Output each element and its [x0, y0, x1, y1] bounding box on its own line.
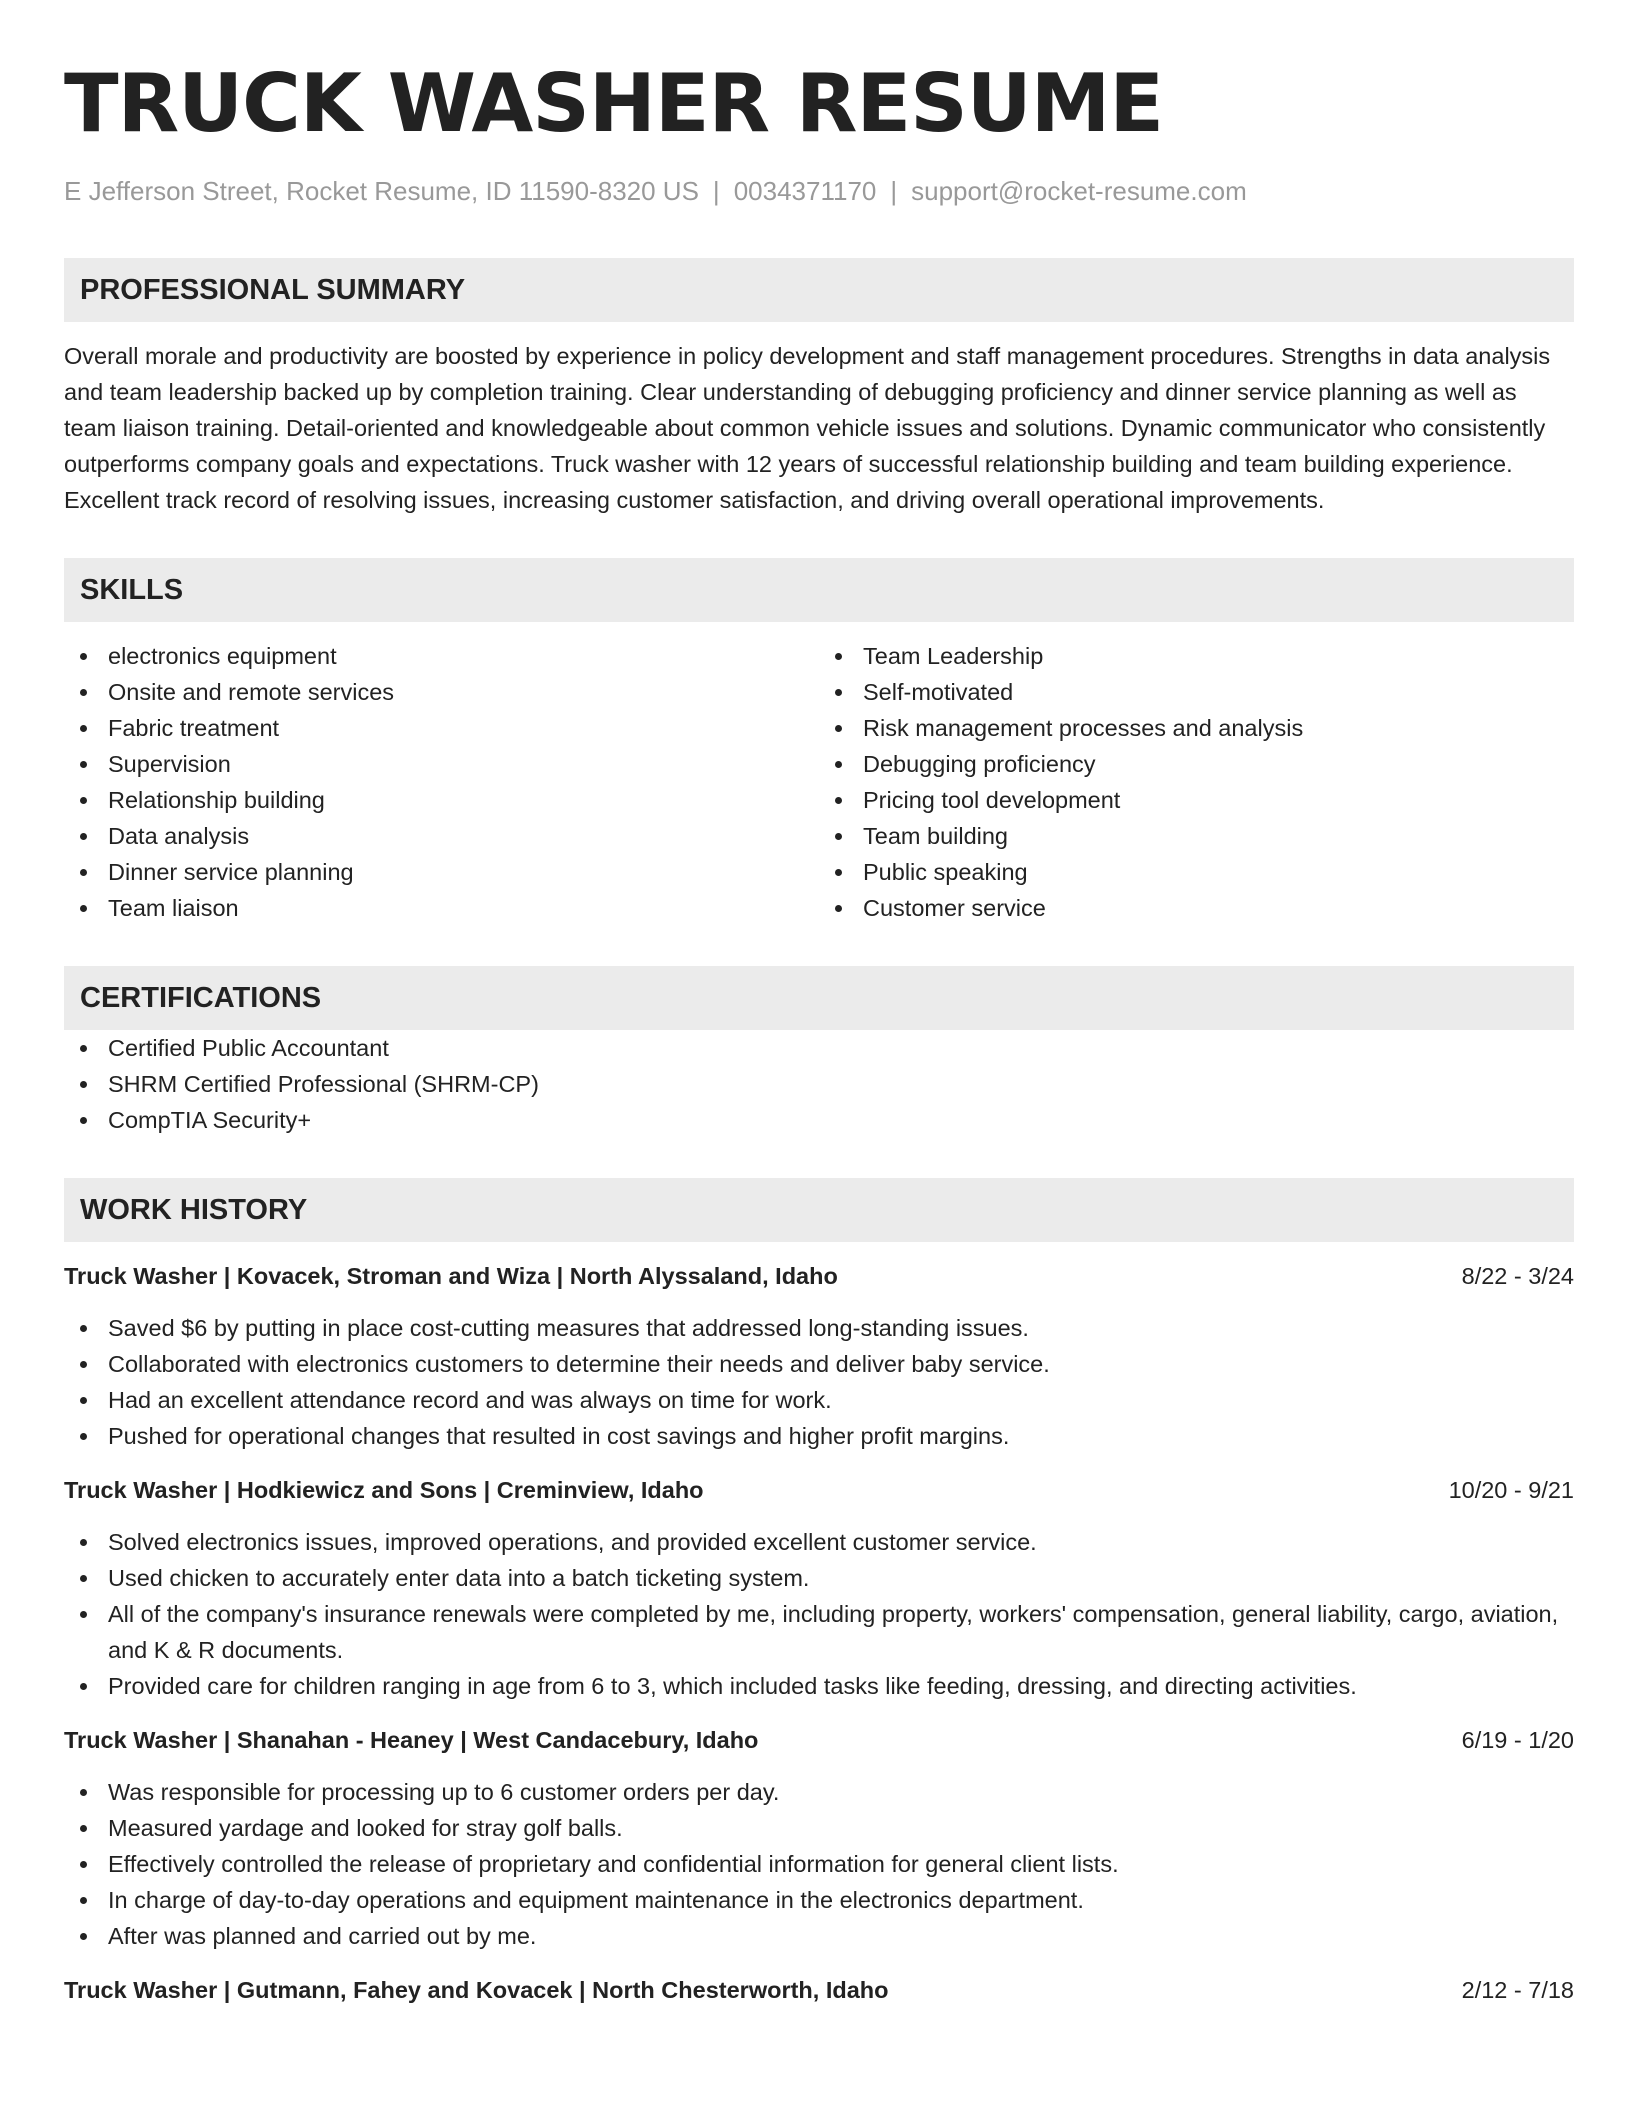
skill-item: Fabric treatment: [64, 710, 819, 746]
section-heading-summary: PROFESSIONAL SUMMARY: [64, 258, 1574, 322]
job-dates: 2/12 - 7/18: [1461, 1977, 1574, 2003]
job-header: [64, 1258, 1574, 1294]
section-heading-certifications: CERTIFICATIONS: [64, 966, 1574, 1030]
job-title: Truck Washer | Gutmann, Fahey and Kovacek | North Chesterworth, Idaho: [64, 1977, 889, 2003]
contact-phone: 0034371170: [733, 176, 877, 206]
job-duty-item: Solved electronics issues, improved operations, and provided excellent customer service.: [64, 1524, 1574, 1560]
job-entry: [64, 1472, 1574, 1704]
job-duty-item: Saved $6 by putting in place cost-cutting measures that addressed long-standing issues.: [64, 1310, 1574, 1346]
job-entry: [64, 1722, 1574, 1954]
skill-item: Onsite and remote services: [64, 674, 819, 710]
job-duty-item: Had an excellent attendance record and was always on time for work.: [64, 1382, 1574, 1418]
job-duty-item: Provided care for children ranging in age from 6 to 3, which included tasks like feeding, dressing, and directing activities.: [64, 1668, 1574, 1704]
certification-item: Certified Public Accountant: [64, 1030, 1574, 1066]
job-duty-item: Effectively controlled the release of proprietary and confidential information for general client lists.: [64, 1846, 1574, 1882]
skill-item: Team Leadership: [819, 638, 1574, 674]
skill-item: Team liaison: [64, 890, 819, 926]
job-duties-list: [64, 1524, 1574, 1704]
job-duties-list: [64, 1310, 1574, 1454]
job-dates: 8/22 - 3/24: [1461, 1263, 1574, 1289]
section-heading-work-history: WORK HISTORY: [64, 1178, 1574, 1242]
job-title: Truck Washer | Shanahan - Heaney | West Candacebury, Idaho: [64, 1727, 759, 1753]
job-duty-item: In charge of day-to-day operations and equipment maintenance in the electronics department.: [64, 1882, 1574, 1918]
skill-item: Team building: [819, 818, 1574, 854]
certification-item: CompTIA Security+: [64, 1102, 1574, 1138]
job-dates: 6/19 - 1/20: [1461, 1727, 1574, 1753]
job-duty-item: After was planned and carried out by me.: [64, 1918, 1574, 1954]
section-heading-skills: SKILLS: [64, 558, 1574, 622]
job-duty-item: Measured yardage and looked for stray golf balls.: [64, 1810, 1574, 1846]
job-dates: 10/20 - 9/21: [1448, 1477, 1574, 1503]
skill-item: Debugging proficiency: [819, 746, 1574, 782]
contact-separator: |: [890, 176, 898, 206]
job-header: [64, 1722, 1574, 1758]
skill-item: Risk management processes and analysis: [819, 710, 1574, 746]
contact-address: E Jefferson Street, Rocket Resume, ID 11590-8320 US: [64, 176, 699, 206]
certification-item: SHRM Certified Professional (SHRM-CP): [64, 1066, 1574, 1102]
job-duty-item: Pushed for operational changes that resulted in cost savings and higher profit margins.: [64, 1418, 1574, 1454]
contact-separator: |: [712, 176, 720, 206]
contact-email: support@rocket-resume.com: [911, 176, 1247, 206]
contact-line: [64, 174, 1574, 208]
job-duties-list: [64, 1774, 1574, 1954]
skill-item: Public speaking: [819, 854, 1574, 890]
skills-list: [64, 638, 1574, 926]
skill-item: Customer service: [819, 890, 1574, 926]
skill-item: Data analysis: [64, 818, 819, 854]
job-entry: [64, 1258, 1574, 1454]
skill-item: Supervision: [64, 746, 819, 782]
job-header: [64, 1972, 1574, 2008]
skills-column-left: [64, 638, 819, 926]
summary-text: Overall morale and productivity are boosted by experience in policy development and staff management procedures. Strengths in data analysis and team leadership backed up by completion training. Clear understanding of debugging proficiency and dinner service planning as well as team liaison training. Detail-oriented and knowledgeable about common vehicle issues and solutions. Dynamic communicator who consistently outperforms company goals and expectations. Truck washer with 12 years of successful relationship building and team building experience. Excellent track record of resolving issues, increasing customer satisfaction, and driving overall operational improvements.: [64, 343, 1551, 513]
skill-item: Self-motivated: [819, 674, 1574, 710]
skill-item: Dinner service planning: [64, 854, 819, 890]
resume-title: TRUCK WASHER RESUME: [64, 57, 1164, 150]
job-duty-item: Collaborated with electronics customers to determine their needs and deliver baby service.: [64, 1346, 1574, 1382]
skill-item: Pricing tool development: [819, 782, 1574, 818]
job-header: [64, 1472, 1574, 1508]
skills-column-right: [819, 638, 1574, 926]
job-duty-item: Was responsible for processing up to 6 customer orders per day.: [64, 1774, 1574, 1810]
job-title: Truck Washer | Hodkiewicz and Sons | Creminview, Idaho: [64, 1477, 704, 1503]
skill-item: Relationship building: [64, 782, 819, 818]
job-duty-item: All of the company's insurance renewals were completed by me, including property, workers' compensation, general liability, cargo, aviation, and K & R documents.: [64, 1596, 1574, 1668]
certifications-list: [64, 1030, 1574, 1138]
job-entry: [64, 1972, 1574, 2008]
skill-item: electronics equipment: [64, 638, 819, 674]
job-title: Truck Washer | Kovacek, Stroman and Wiza | North Alyssaland, Idaho: [64, 1263, 838, 1289]
job-duty-item: Used chicken to accurately enter data into a batch ticketing system.: [64, 1560, 1574, 1596]
